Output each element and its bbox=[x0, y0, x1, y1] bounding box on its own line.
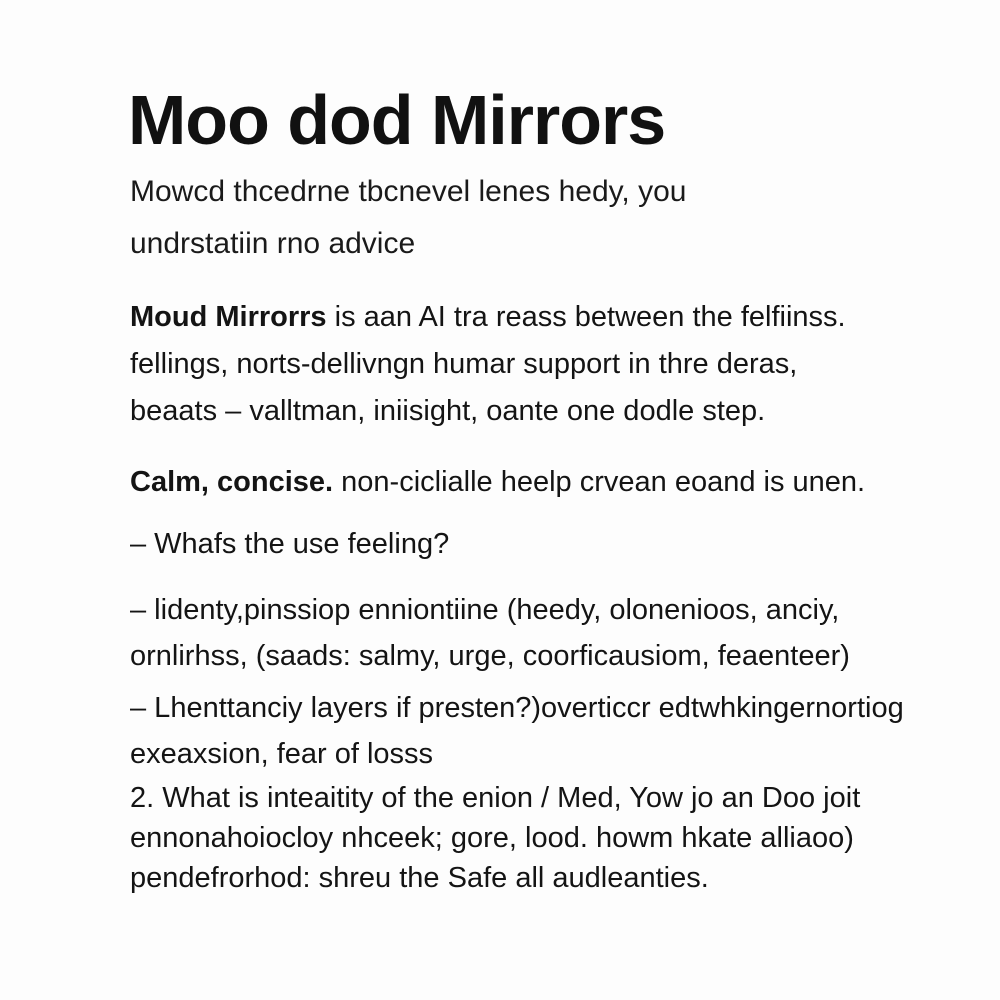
subtitle-line-2: undrstatiin rno advice bbox=[130, 227, 416, 260]
question-1-text: – Whafs the use feeling? bbox=[130, 528, 450, 560]
question-1 bbox=[130, 522, 890, 566]
question-2 bbox=[130, 778, 890, 898]
intro-lead: Moud Mirrorrs bbox=[130, 301, 327, 333]
question-2-line-3: pendefrorhod: shreu the Safe all audleanties. bbox=[130, 862, 709, 894]
list-item-line-1: – lidenty,pinssiop enniontiine (heedy, olonenioos, anciy, bbox=[130, 594, 840, 626]
list-item-line-2: exeaxsion, fear of losss bbox=[130, 738, 434, 770]
question-2-line-2: ennonahoiocloy nhceek; gore, lood. howm hkate alliaoo) bbox=[130, 822, 854, 854]
list-item bbox=[130, 587, 890, 679]
tagline-rest: non-ciclialle heelp crvean eoand is unen. bbox=[333, 466, 866, 498]
tagline-lead: Calm, concise. bbox=[130, 466, 334, 498]
subtitle-line-1: Mowcd thcedrne tbcnevel lenes hedy, you bbox=[130, 175, 687, 208]
list-item bbox=[130, 685, 904, 777]
list-item-line-1: – Lhenttanciy layers if presten?)overticcr edtwhkingernortiog bbox=[130, 692, 904, 724]
list-item-line-2: ornlirhss, (saads: salmy, urge, coorficausiom, feaenteer) bbox=[130, 640, 850, 672]
intro-line-2: fellings, norts-dellivngn humar support in thre deras, bbox=[130, 348, 798, 380]
subtitle bbox=[130, 166, 890, 270]
intro-line-3: beaats – valltman, iniisight, oante one dodle step. bbox=[130, 395, 766, 427]
intro-line-1-rest: is aan AI tra reass between the felfiinss. bbox=[326, 301, 846, 333]
intro-paragraph bbox=[130, 294, 890, 435]
page-title: Moo dod Mirrors bbox=[128, 81, 666, 159]
question-2-line-1: 2. What is inteaitity of the enion / Med, Yow jo an Doo joit bbox=[130, 782, 861, 814]
intro-line-1 bbox=[130, 294, 890, 341]
tagline-line bbox=[130, 460, 890, 504]
tagline-paragraph bbox=[130, 460, 890, 504]
